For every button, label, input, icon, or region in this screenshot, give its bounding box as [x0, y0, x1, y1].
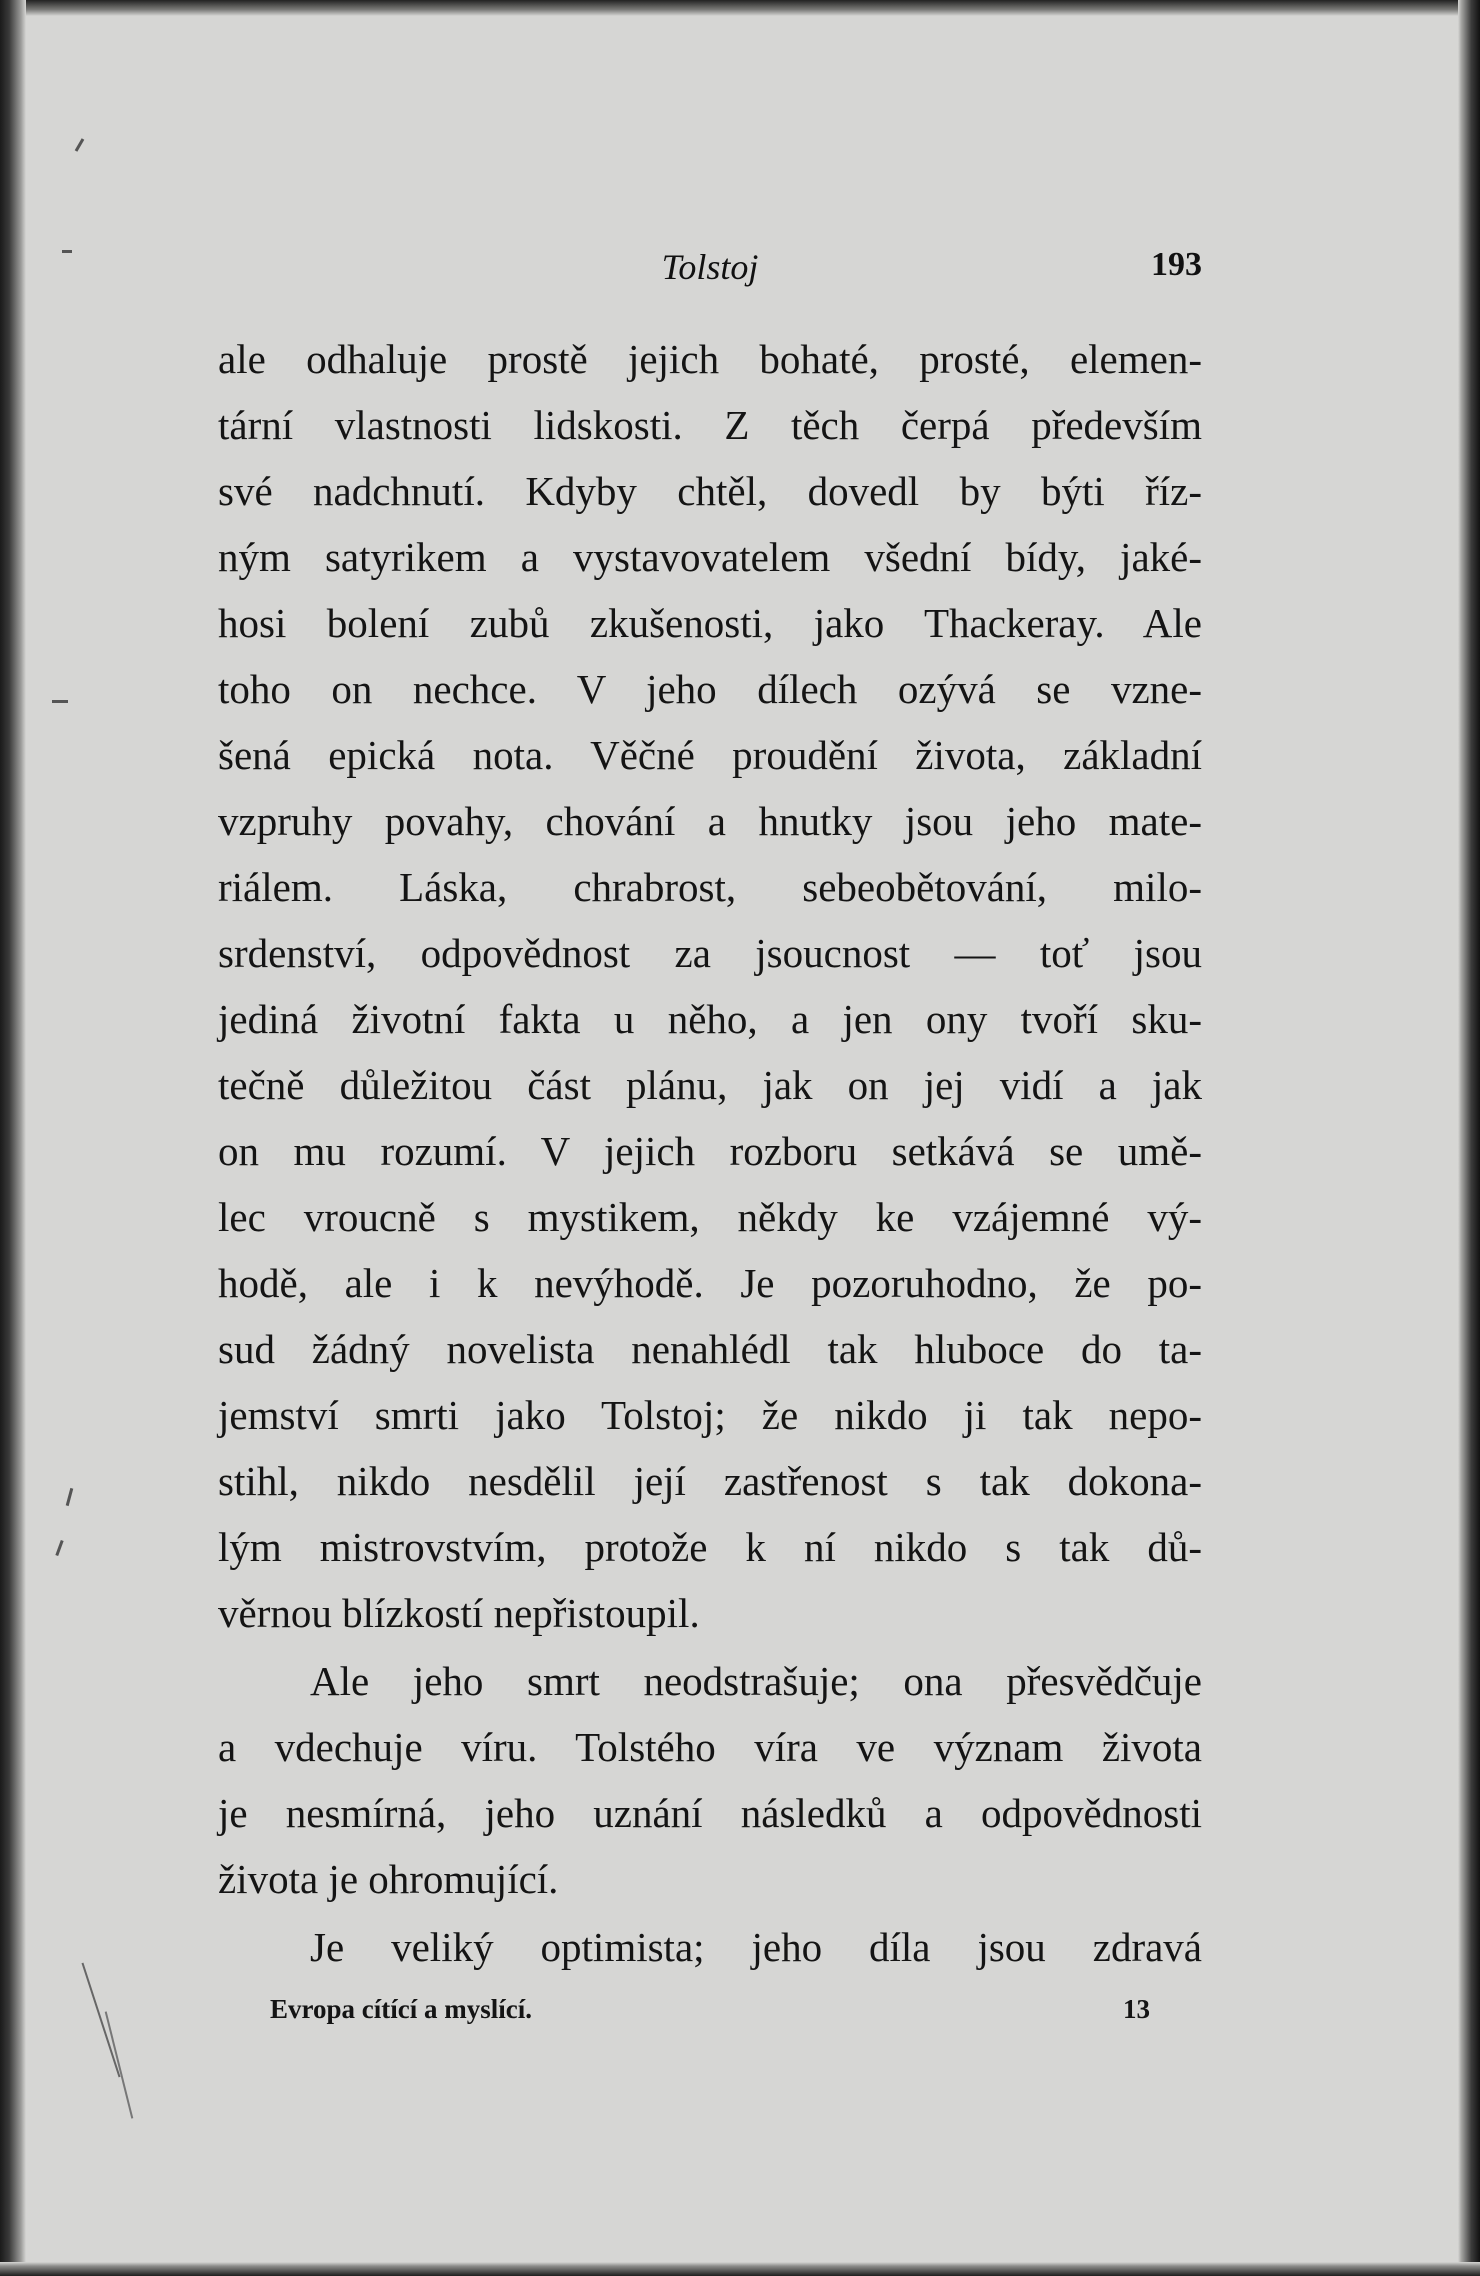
- signature-title: Evropa cítící a myslící.: [270, 1994, 532, 2024]
- text-line: je nesmírná, jeho uznání následků a odpovědnosti: [218, 1790, 1202, 1836]
- text-line: vzpruhy povahy, chování a hnutky jsou jeho mate-: [218, 798, 1202, 844]
- text-line: riálem. Láska, chrabrost, sebeobětování, milo-: [218, 864, 1202, 910]
- text-line: stihl, nikdo nesdělil její zastřenost s tak dokona-: [218, 1458, 1202, 1504]
- text-line: své nadchnutí. Kdyby chtěl, dovedl by býti říz-: [218, 468, 1202, 514]
- paragraph-1: [218, 326, 1202, 1646]
- text-line: Ale jeho smrt neodstrašuje; ona přesvědčuje: [310, 1658, 1202, 1704]
- text-line: jediná životní fakta u něho, a jen ony tvoří sku-: [218, 996, 1202, 1042]
- paragraph-2: [218, 1648, 1202, 1912]
- text-line: Je veliký optimista; jeho díla jsou zdravá: [310, 1924, 1202, 1970]
- text-line: života je ohromující.: [218, 1856, 559, 1902]
- margin-mark: [75, 138, 85, 152]
- margin-mark: [62, 250, 72, 253]
- text-line: srdenství, odpovědnost za jsoucnost — toť jsou: [218, 930, 1202, 976]
- signature-line: [270, 1994, 1150, 2034]
- text-line: jemství smrti jako Tolstoj; že nikdo ji tak nepo-: [218, 1392, 1202, 1438]
- text-line: hodě, ale i k nevýhodě. Je pozoruhodno, že po-: [218, 1260, 1202, 1306]
- page-header: [218, 240, 1202, 300]
- text-line: sud žádný novelista nenahlédl tak hluboce do ta-: [218, 1326, 1202, 1372]
- signature-number: 13: [1123, 1994, 1150, 2024]
- text-line: ale odhaluje prostě jejich bohaté, prosté, elemen-: [218, 336, 1202, 382]
- text-line: hosi bolení zubů zkušenosti, jako Thackeray. Ale: [218, 600, 1202, 646]
- paragraph-3: [218, 1914, 1202, 1980]
- scan-edge-bottom: [0, 2262, 1480, 2276]
- text-line: a vdechuje víru. Tolstého víra ve význam života: [218, 1724, 1202, 1770]
- text-line: šená epická nota. Věčné proudění života, základní: [218, 732, 1202, 778]
- page-number: 193: [1151, 246, 1202, 283]
- margin-mark: [55, 1540, 63, 1556]
- text-line: toho on nechce. V jeho dílech ozývá se vzne-: [218, 666, 1202, 712]
- text-line: tečně důležitou část plánu, jak on jej vidí a jak: [218, 1062, 1202, 1108]
- body-text: [218, 326, 1202, 1980]
- text-line: lým mistrovstvím, protože k ní nikdo s tak dů-: [218, 1524, 1202, 1570]
- text-line: věrnou blízkostí nepřistoupil.: [218, 1590, 700, 1636]
- text-line: tární vlastnosti lidskosti. Z těch čerpá především: [218, 402, 1202, 448]
- scan-edge-left: [0, 0, 26, 2276]
- running-head: Tolstoj: [661, 247, 759, 287]
- margin-mark: [52, 700, 68, 703]
- scan-edge-top: [0, 0, 1480, 16]
- text-line: on mu rozumí. V jejich rozboru setkává se umě-: [218, 1128, 1202, 1174]
- scan-edge-right: [1458, 0, 1480, 2276]
- text-line: ným satyrikem a vystavovatelem všední bídy, jaké-: [218, 534, 1202, 580]
- margin-mark: [105, 2011, 134, 2118]
- margin-mark: [66, 1488, 74, 1506]
- margin-mark: [82, 1963, 121, 2078]
- text-line: lec vroucně s mystikem, někdy ke vzájemné vý-: [218, 1194, 1202, 1240]
